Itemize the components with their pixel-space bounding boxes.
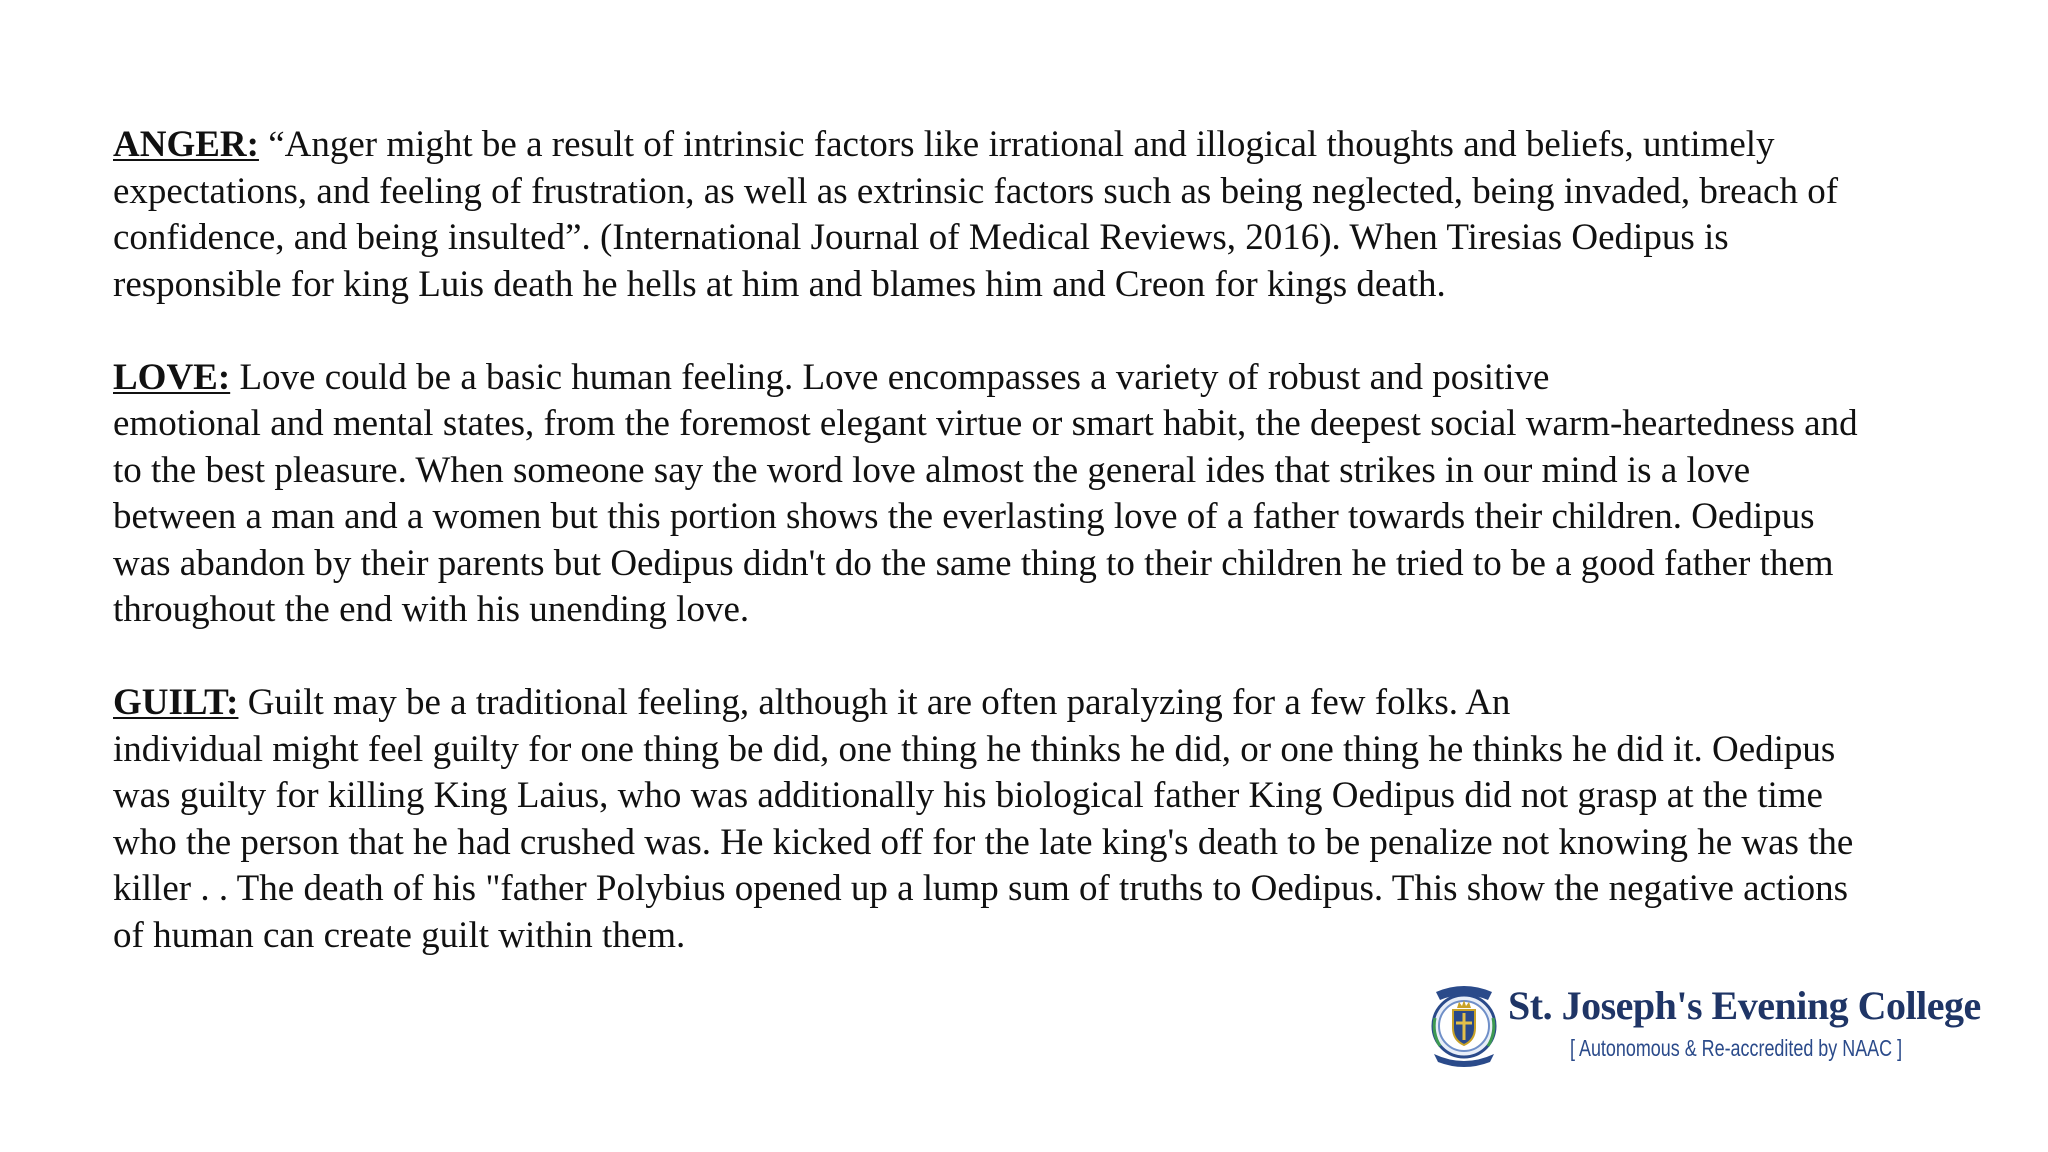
paragraph-line: throughout the end with his unending love. [113,589,750,630]
anger-paragraph [113,122,1993,308]
document-body [113,122,1993,1006]
paragraph-line: LOVE: Love could be a basic human feeling. Love encompasses a variety of robust and positive [113,356,1550,398]
paragraph-line: of human can create guilt within them. [113,914,686,956]
paragraph-line: confidence, and being insulted”. (International Journal of Medical Reviews, 2016). When Tiresias Oedipus is [113,217,1729,258]
college-name: St. Joseph's Evening College [1508,983,1981,1028]
paragraph-line: responsible for king Luis death he hells at him and blames him and Creon for kings death. [113,263,1446,305]
guilt-paragraph [113,680,1993,959]
love-heading: LOVE: [113,356,231,398]
paragraph-line: was abandon by their parents but Oedipus didn't do the same thing to their children he tried to be a good father them [113,542,1834,584]
paragraph-line: individual might feel guilty for one thing be did, one thing he thinks he did, or one thing he thinks he did it. Oedipus [113,728,1836,770]
paragraph-line: between a man and a women but this portion shows the everlasting love of a father towards their children. Oedipus [113,496,1815,537]
paragraph-line: who the person that he had crushed was. He kicked off for the late king's death to be penalize not knowing he was the [113,821,1854,863]
paragraph-line: killer . . The death of his "father Polybius opened up a lump sum of truths to Oedipus. This show the negative actions [113,868,1848,909]
college-logo [1428,978,1988,1078]
college-crest-icon [1428,978,1500,1070]
paragraph-line: GUILT: Guilt may be a traditional feeling, although it are often paralyzing for a few folks. An [113,682,1511,723]
college-subtitle: [ Autonomous & Re-accredited by NAAC ] [1570,1035,1903,1061]
paragraph-line: expectations, and feeling of frustration, as well as extrinsic factors such as being neglected, being invaded, breach of [113,170,1839,212]
anger-heading: ANGER: [113,124,259,165]
paragraph-line: ANGER: “Anger might be a result of intrinsic factors like irrational and illogical thoughts and beliefs, untimely [113,124,1775,165]
paragraph-line: to the best pleasure. When someone say the word love almost the general ides that strikes in our mind is a love [113,449,1751,491]
love-paragraph [113,355,1993,634]
paragraph-line: was guilty for killing King Laius, who was additionally his biological father King Oedipus did not grasp at the time [113,775,1823,816]
paragraph-line: emotional and mental states, from the foremost elegant virtue or smart habit, the deepest social warm-heartedness and [113,403,1858,444]
guilt-heading: GUILT: [113,682,239,723]
